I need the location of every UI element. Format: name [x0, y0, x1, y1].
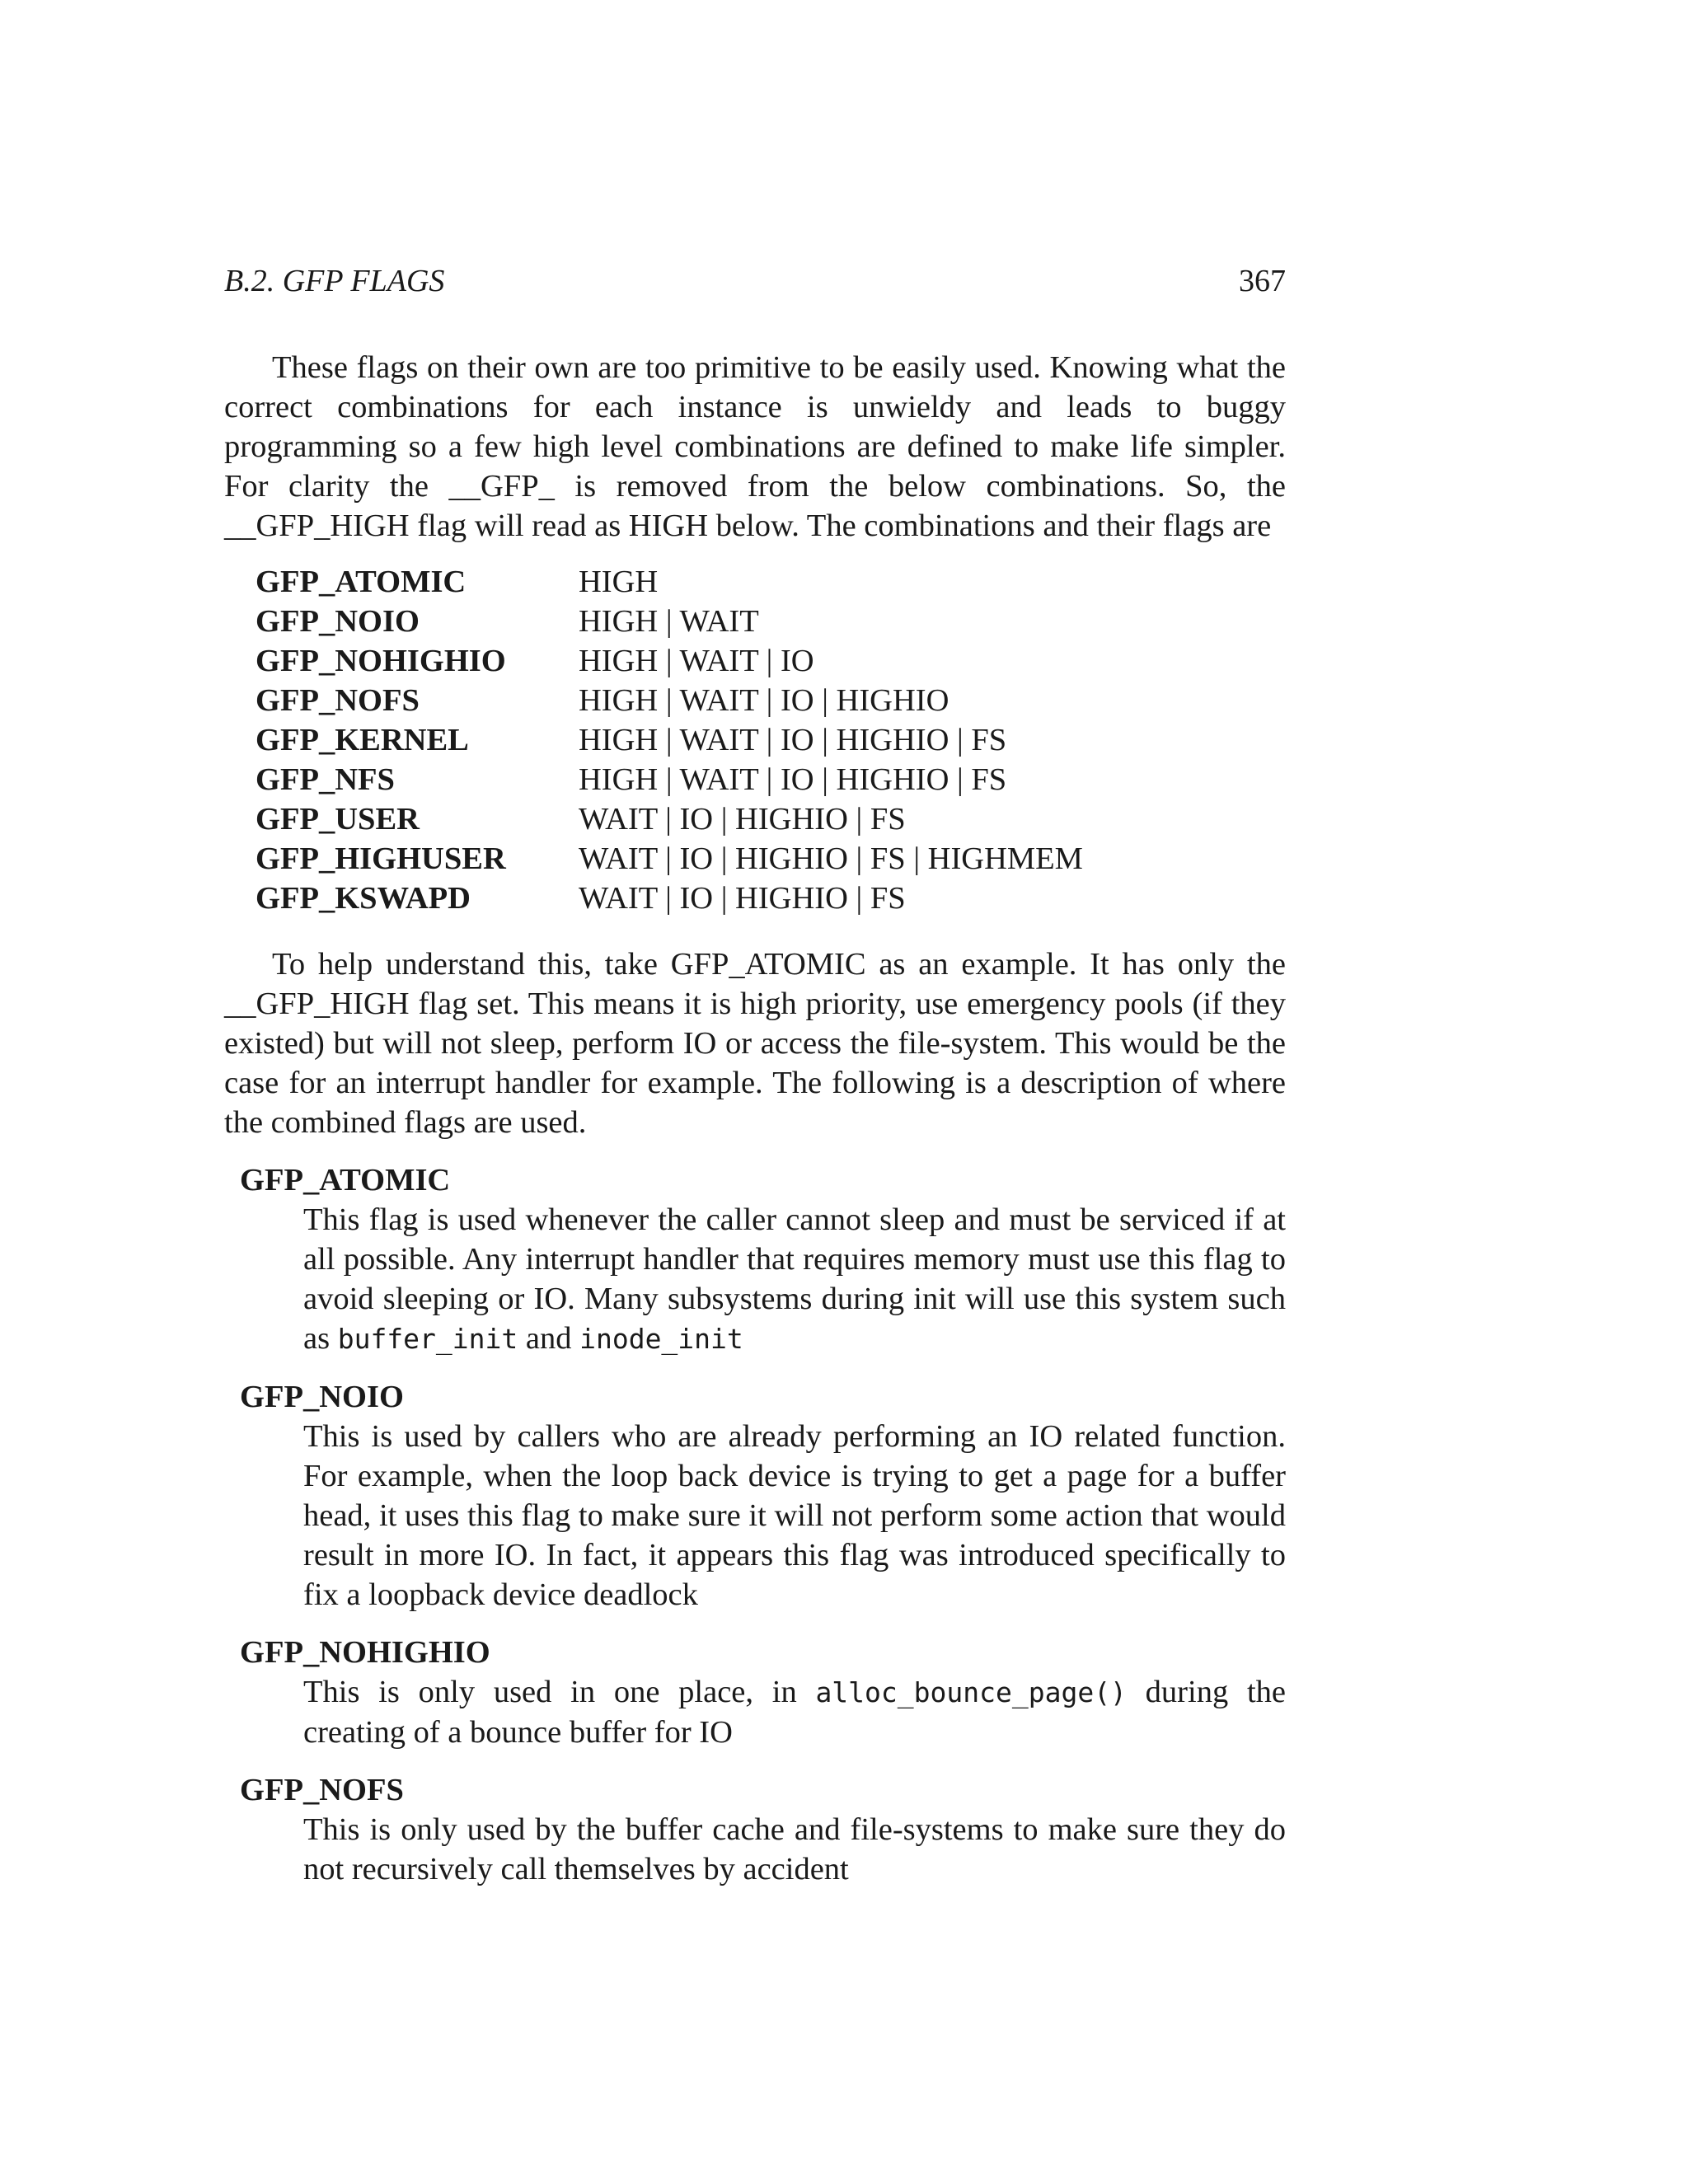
definition-body: This is only used by the buffer cache and file-systems to make sure they do not recursively call themselves by accident: [303, 1812, 1286, 1886]
code-identifier: inode_init: [579, 1323, 743, 1355]
definition-list: [224, 1160, 1286, 1889]
combination-name: GFP_NOFS: [256, 683, 420, 718]
table-row: [256, 799, 1083, 839]
definition-term: GFP_NOHIGHIO: [240, 1635, 490, 1670]
table-row: [256, 641, 1083, 681]
table-row: [256, 562, 1083, 602]
intro-paragraph: These flags on their own are too primitive to be easily used. Knowing what the correct combinations for each instance is unwieldy and leads to buggy programming so a few high level combinations are defined to make life simpler. For clarity the __GFP_ is removed from the below combinations. So, the __GFP_HIGH flag will read as HIGH below. The combinations and their flags are: [224, 350, 1286, 543]
combination-flags: WAIT | IO | HIGHIO | FS | HIGHMEM: [579, 841, 1083, 876]
definition-body: [303, 1672, 1286, 1752]
combination-name: GFP_HIGHUSER: [256, 841, 506, 876]
definition-text: This flag is used whenever the caller cannot sleep and must be serviced if at all possible. Any interrupt handler that requires memory must use this flag to avoid sleeping or IO. Many subsystems during init will use this system such as: [303, 1202, 1286, 1356]
combination-flags: HIGH | WAIT | IO | HIGHIO | FS: [579, 723, 1007, 757]
running-header: [224, 260, 1286, 302]
page-number: 367: [1239, 264, 1286, 298]
definition-text: and: [518, 1321, 580, 1356]
combination-flags: HIGH | WAIT | IO | HIGHIO | FS: [579, 762, 1007, 797]
definition-body: This is used by callers who are already performing an IO related function. For example, when the loop back device is trying to get a page for a buffer head, it uses this flag to make sure it will not perform some action that would result in more IO. In fact, it appears this flag was introduced specifically to fix a loopback device deadlock: [303, 1419, 1286, 1612]
combination-name: GFP_ATOMIC: [256, 565, 467, 599]
combination-flags: HIGH | WAIT | IO: [579, 644, 814, 678]
combination-flags: HIGH | WAIT: [579, 604, 759, 639]
table-row: [256, 760, 1083, 799]
combination-flags: WAIT | IO | HIGHIO | FS: [579, 802, 906, 837]
example-paragraph: To help understand this, take GFP_ATOMIC as an example. It has only the __GFP_HIGH flag set. This means it is high priority, use emergency pools (if they existed) but will not sleep, perform IO or access the file-system. This would be the case for an interrupt handler for example. The following is a description of where the combined flags are used.: [224, 947, 1286, 1140]
definition-term: GFP_NOFS: [240, 1773, 404, 1807]
code-identifier: alloc_bounce_page(): [815, 1676, 1127, 1708]
table-row: [256, 720, 1083, 760]
combination-flags: WAIT | IO | HIGHIO | FS: [579, 881, 906, 916]
table-row: [256, 879, 1083, 918]
definition-body: [303, 1200, 1286, 1359]
section-title: B.2. GFP FLAGS: [224, 264, 445, 298]
combination-flags: HIGH: [579, 565, 659, 599]
definition-term: GFP_NOIO: [240, 1380, 404, 1414]
document-page: [224, 260, 1286, 1889]
combination-name: GFP_KERNEL: [256, 723, 469, 757]
table-row: [256, 681, 1083, 720]
definition-term: GFP_ATOMIC: [240, 1163, 451, 1197]
flag-combinations-table: [256, 562, 1083, 918]
code-identifier: buffer_init: [337, 1323, 518, 1355]
combination-name: GFP_USER: [256, 802, 420, 837]
table-row: [256, 602, 1083, 641]
combination-name: GFP_NFS: [256, 762, 395, 797]
combination-name: GFP_NOIO: [256, 604, 420, 639]
combination-flags: HIGH | WAIT | IO | HIGHIO: [579, 683, 950, 718]
combination-name: GFP_KSWAPD: [256, 881, 471, 916]
combination-name: GFP_NOHIGHIO: [256, 644, 506, 678]
definition-text: This is only used in one place, in: [303, 1675, 816, 1709]
table-row: [256, 839, 1083, 879]
definition-text: during the creating of a bounce buffer for IO: [303, 1675, 1286, 1750]
